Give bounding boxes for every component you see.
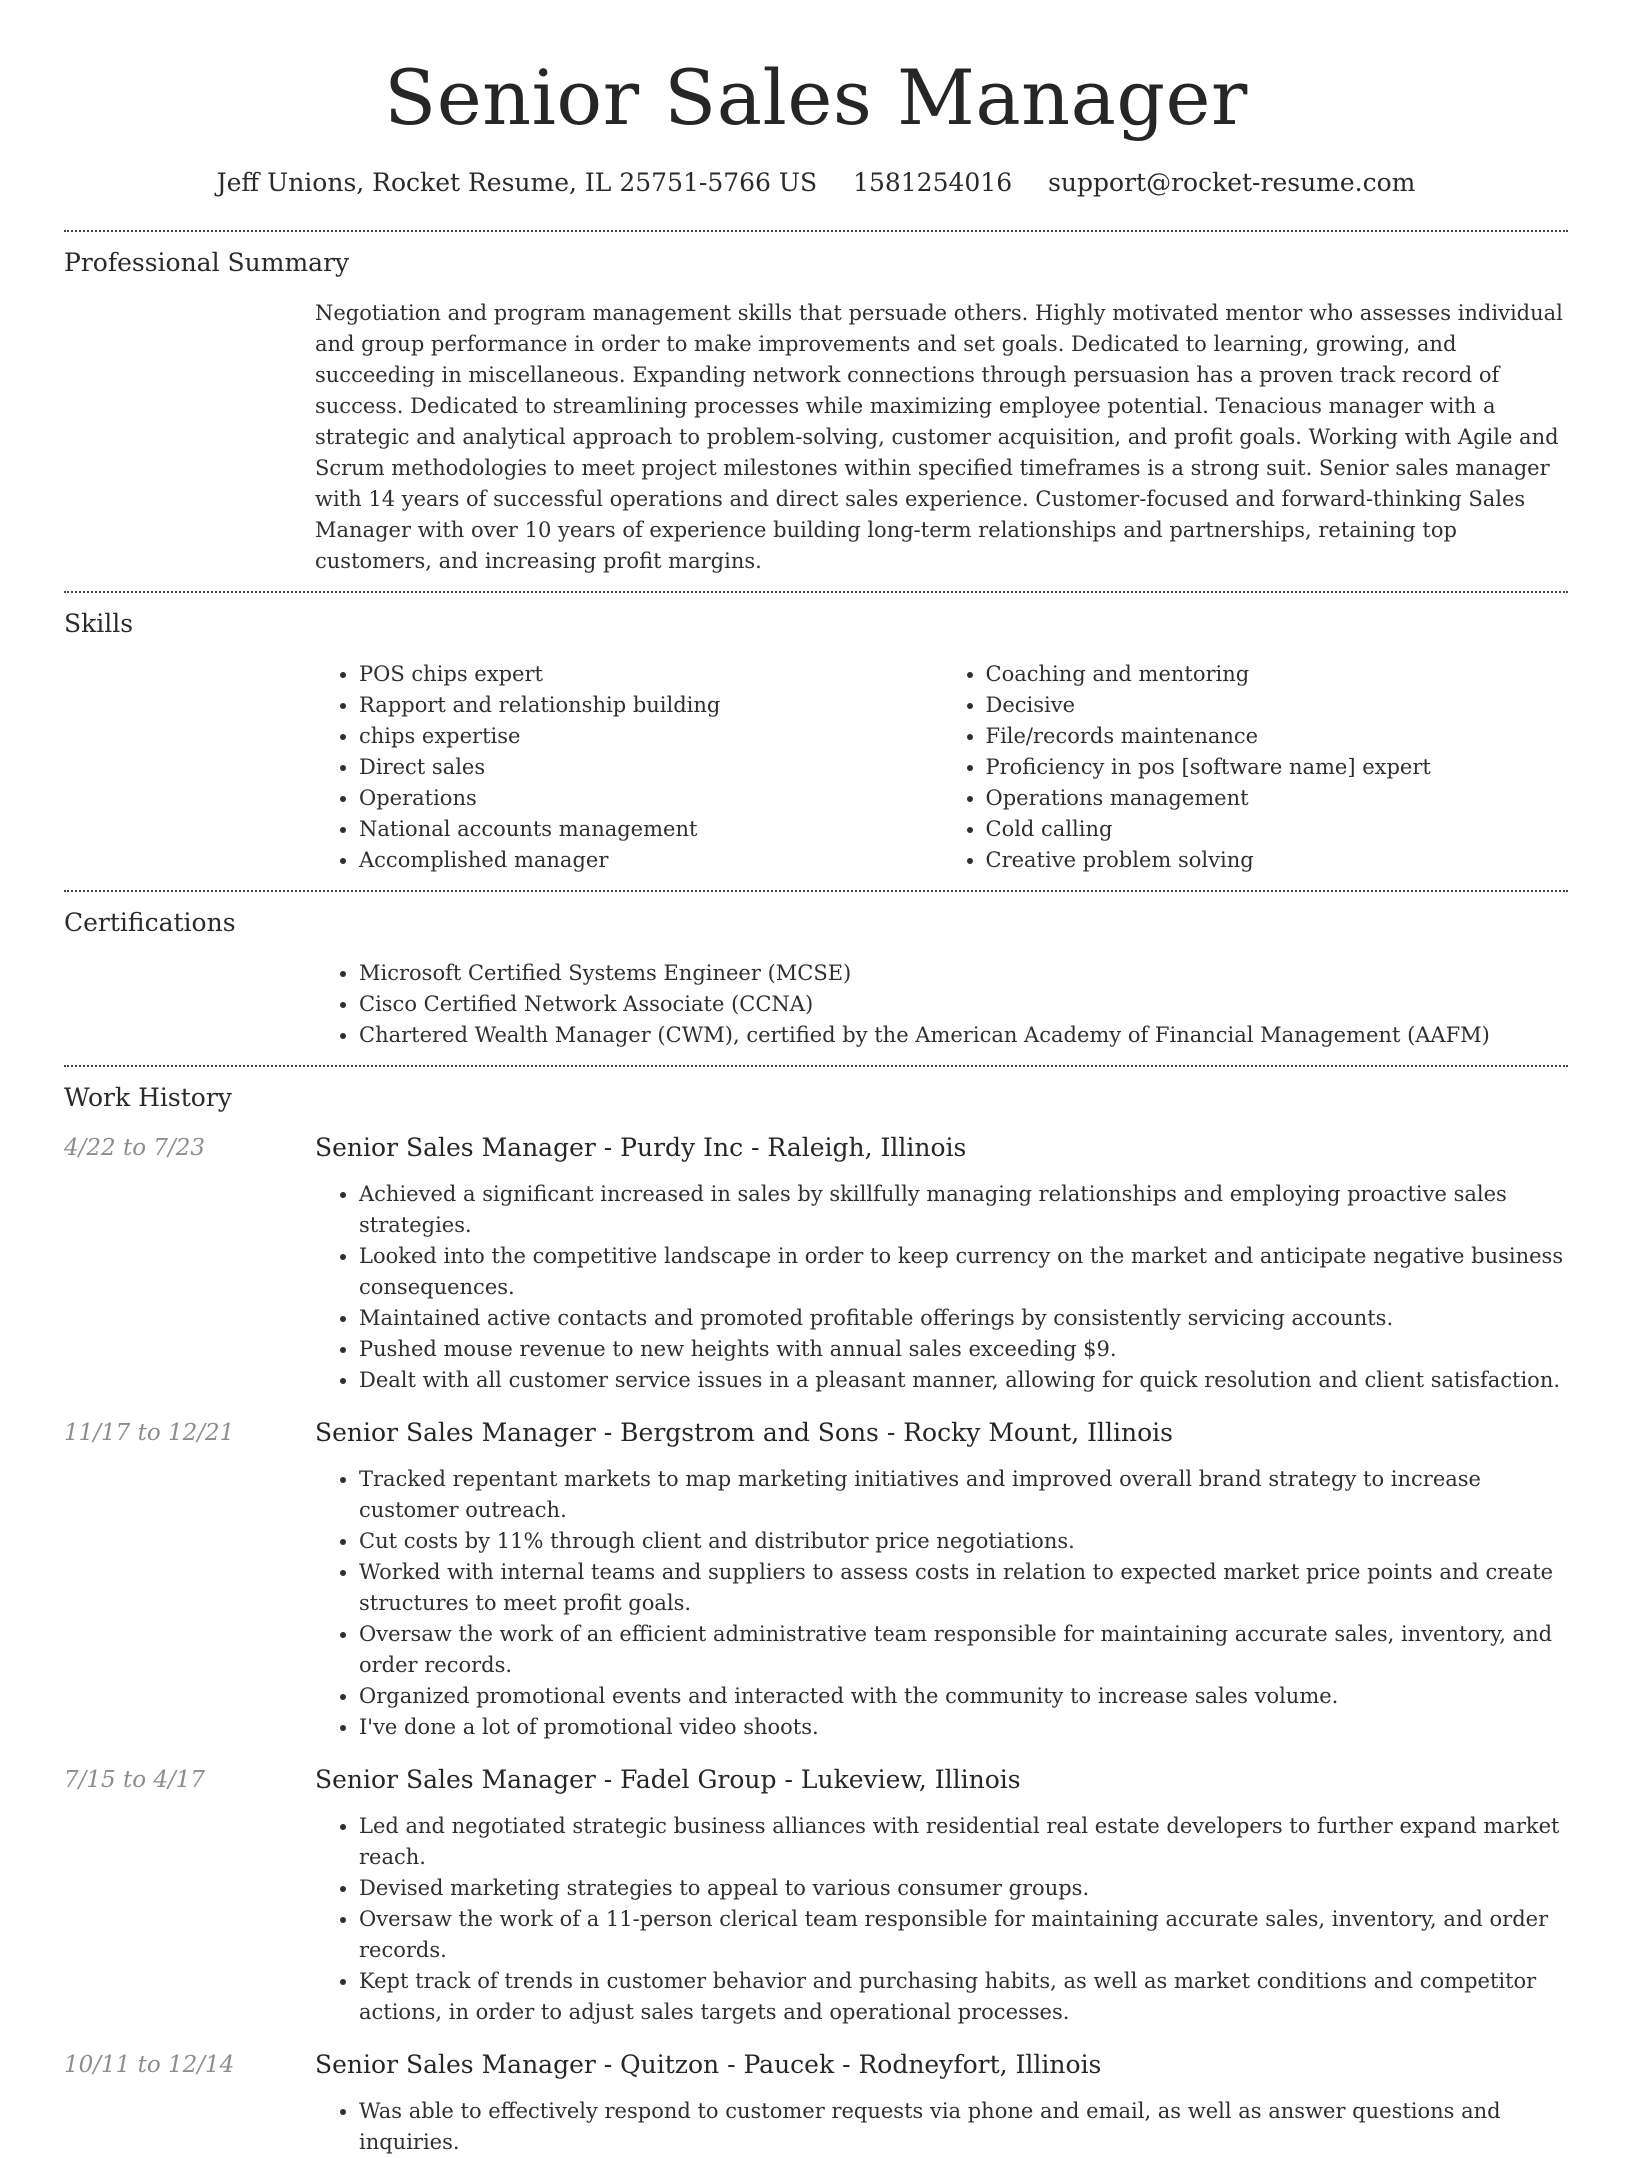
- skill-item: • Proficiency in pos [software name] expert: [986, 752, 1569, 783]
- certification-item: • Cisco Certified Network Associate (CCNA): [359, 989, 1568, 1020]
- job-entry: [64, 1761, 1568, 2028]
- job-bullets: [315, 1179, 1568, 1396]
- contact-email: support@rocket-resume.com: [1048, 168, 1416, 197]
- work-history-section: [64, 1067, 1568, 2158]
- job-bullet: • Achieved a significant increased in sales by skillfully managing relationships and employing proactive sales strategies.: [359, 1179, 1568, 1241]
- job-bullet: • Looked into the competitive landscape in order to keep currency on the market and anticipate negative business consequences.: [359, 1241, 1568, 1303]
- job-list: [64, 1129, 1568, 2158]
- job-bullet: • Pushed mouse revenue to new heights with annual sales exceeding $9.: [359, 1334, 1568, 1365]
- job-bullet: • I've done a lot of promotional video shoots.: [359, 1712, 1568, 1743]
- summary-section: [64, 232, 1568, 577]
- skills-heading: Skills: [64, 609, 134, 638]
- job-bullet: • Oversaw the work of an efficient administrative team responsible for maintaining accurate sales, inventory, and order records.: [359, 1619, 1568, 1681]
- skills-list-left: [315, 659, 942, 876]
- skill-item: • Decisive: [986, 690, 1569, 721]
- job-title: Senior Sales Manager - Purdy Inc - Raleigh, Illinois: [315, 1133, 967, 1162]
- job-dates: 11/17 to 12/21: [64, 1420, 235, 1446]
- skills-columns: [315, 659, 1568, 876]
- job-entry: [64, 1414, 1568, 1743]
- skill-item: • Cold calling: [986, 814, 1569, 845]
- job-details: [315, 1761, 1568, 2028]
- job-details: [315, 1414, 1568, 1743]
- skills-section: [64, 593, 1568, 876]
- job-entry: [64, 2046, 1568, 2158]
- skills-list-right: [942, 659, 1569, 876]
- certification-item: • Chartered Wealth Manager (CWM), certified by the American Academy of Financial Management (AAFM): [359, 1020, 1568, 1051]
- job-bullet: • Devised marketing strategies to appeal to various consumer groups.: [359, 1873, 1568, 1904]
- job-bullet: • Dealt with all customer service issues in a pleasant manner, allowing for quick resolution and client satisfaction.: [359, 1365, 1568, 1396]
- certifications-heading: Certifications: [64, 908, 236, 937]
- skill-item: • File/records maintenance: [986, 721, 1569, 752]
- contact-address: Jeff Unions, Rocket Resume, IL 25751-5766 US: [216, 168, 818, 197]
- job-bullets: [315, 2096, 1568, 2158]
- resume-header: [64, 0, 1568, 200]
- summary-body: [315, 298, 1568, 577]
- skill-item: • Accomplished manager: [359, 845, 942, 876]
- summary-heading: Professional Summary: [64, 248, 350, 277]
- job-bullet-list: [315, 1464, 1568, 1743]
- skill-item: • Direct sales: [359, 752, 942, 783]
- job-details: [315, 1129, 1568, 1396]
- certifications-list: [315, 958, 1568, 1051]
- contact-phone: 1581254016: [853, 168, 1013, 197]
- job-bullets: [315, 1464, 1568, 1743]
- skill-item: • POS chips expert: [359, 659, 942, 690]
- job-title: Senior Sales Manager - Fadel Group - Lukeview, Illinois: [315, 1765, 1021, 1794]
- job-dates: 10/11 to 12/14: [64, 2052, 235, 2078]
- skill-item: • Rapport and relationship building: [359, 690, 942, 721]
- job-bullet: • Maintained active contacts and promoted profitable offerings by consistently servicing accounts.: [359, 1303, 1568, 1334]
- skill-item: • Operations management: [986, 783, 1569, 814]
- skill-item: • chips expertise: [359, 721, 942, 752]
- job-bullet: • Cut costs by 11% through client and distributor price negotiations.: [359, 1526, 1568, 1557]
- job-bullet: • Led and negotiated strategic business alliances with residential real estate developers to further expand market reach.: [359, 1811, 1568, 1873]
- resume-title: Senior Sales Manager: [384, 53, 1248, 142]
- certifications-body: [315, 958, 1568, 1051]
- job-bullet: • Worked with internal teams and suppliers to assess costs in relation to expected market price points and create structures to meet profit goals.: [359, 1557, 1568, 1619]
- job-dates: 7/15 to 4/17: [64, 1767, 206, 1793]
- job-bullet: • Was able to effectively respond to customer requests via phone and email, as well as answer questions and inquiries.: [359, 2096, 1568, 2158]
- contact-line: [64, 166, 1568, 200]
- job-bullets: [315, 1811, 1568, 2028]
- skill-item: • Creative problem solving: [986, 845, 1569, 876]
- job-details: [315, 2046, 1568, 2158]
- job-dates: 4/22 to 7/23: [64, 1135, 206, 1161]
- job-bullet: • Oversaw the work of a 11-person clerical team responsible for maintaining accurate sales, inventory, and order records.: [359, 1904, 1568, 1966]
- skill-item: • National accounts management: [359, 814, 942, 845]
- summary-text: Negotiation and program management skills that persuade others. Highly motivated mentor who assesses individual and group performance in order to make improvements and set goals. Dedicated to learning, growing, and succeeding in miscellaneous. Expanding network connections through persuasion has a proven track record of success. Dedicated to streamlining processes while maximizing employee potential. Tenacious manager with a strategic and analytical approach to problem-solving, customer acquisition, and profit goals. Working with Agile and Scrum methodologies to meet project milestones within specified timeframes is a strong suit. Senior sales manager with 14 years of successful operations and direct sales experience. Customer-focused and forward-thinking Sales Manager with over 10 years of experience building long-term relationships and partnerships, retaining top customers, and increasing profit margins.: [315, 301, 1563, 573]
- job-bullet-list: [315, 1179, 1568, 1396]
- work-history-heading: Work History: [64, 1083, 232, 1112]
- skill-item: • Coaching and mentoring: [986, 659, 1569, 690]
- job-title: Senior Sales Manager - Bergstrom and Sons - Rocky Mount, Illinois: [315, 1418, 1173, 1447]
- certifications-section: [64, 892, 1568, 1051]
- job-title: Senior Sales Manager - Quitzon - Paucek - Rodneyfort, Illinois: [315, 2050, 1102, 2079]
- skills-body: [315, 659, 1568, 876]
- job-bullet: • Organized promotional events and interacted with the community to increase sales volume.: [359, 1681, 1568, 1712]
- job-bullet-list: [315, 1811, 1568, 2028]
- skill-item: • Operations: [359, 783, 942, 814]
- certification-item: • Microsoft Certified Systems Engineer (MCSE): [359, 958, 1568, 989]
- job-bullet: • Tracked repentant markets to map marketing initiatives and improved overall brand strategy to increase customer outreach.: [359, 1464, 1568, 1526]
- job-bullet: • Kept track of trends in customer behavior and purchasing habits, as well as market conditions and competitor actions, in order to adjust sales targets and operational processes.: [359, 1966, 1568, 2028]
- job-bullet-list: [315, 2096, 1568, 2158]
- job-entry: [64, 1129, 1568, 1396]
